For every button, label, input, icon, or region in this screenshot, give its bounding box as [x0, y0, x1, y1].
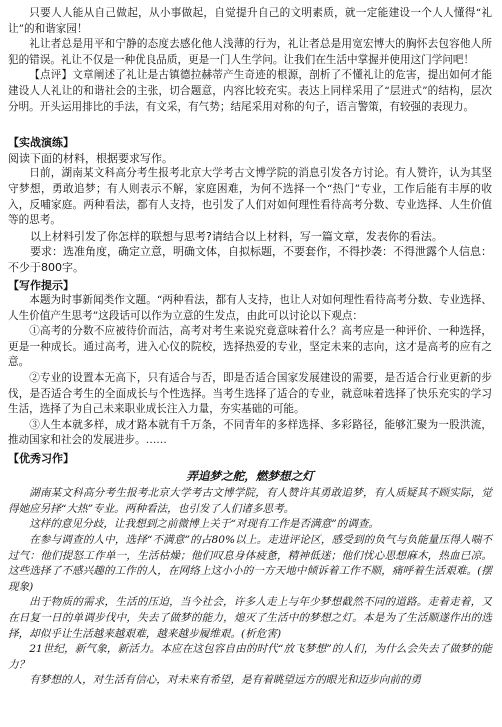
essay-paragraph: 这样的意见分歧，让我想到之前微博上关于“对现有工作是否满意”的调查。	[29, 518, 380, 531]
practice-prompt: 以上材料引发了你怎样的联想与思考?请结合以上材料，写一篇文章，发表你的看法。	[30, 229, 443, 243]
hint-paragraph: 本题为时事新闻类作文题。“两种看法，都有人支持，也让人对如何理性看待高考分数、专业选择、人生价值产生思考”这段话可以作为立意的生发点，由此可以讨论以下观点：	[8, 294, 492, 322]
essay-paragraph: 出于物质的需求，生活的压迫，当今社会，许多人走上与年少梦想截然不同的道路。走着走着，又在日复一日的单调步伐中，失去了做梦的能力，熄灭了生活中的梦想之灯。本是为了生活顺遂作出的选择，却似乎让生活越来越艰难，越来越步履维艰。(析危害)	[8, 596, 492, 640]
sample-header: 【优秀习作】	[8, 452, 74, 466]
essay-paragraph: 湖南某文科高分考生报考北京大学考古文博学院，有人赞许其勇敢追梦，有人质疑其不顾实际，觉得她应另择“大热”专业。两种看法，也引发了人们诸多思考。	[8, 487, 492, 515]
practice-instruction: 阅读下面的材料，根据要求写作。	[8, 151, 173, 165]
intro-paragraph: 只要人人能从自己做起，从小事做起，自觉提升自己的文明素质，就一定能建设一个人人懂得“礼让”的和谐家园！	[8, 7, 492, 35]
intro-section	[8, 6, 492, 115]
practice-header: 【实战演练】	[8, 136, 74, 150]
hints-section	[8, 278, 492, 450]
practice-requirements: 要求：选准角度，确定立意，明确文体，自拟标题，不要套作，不得抄袭：不得泄露个人信息：不少于800字。	[8, 245, 492, 274]
essay-paragraph: 在参与调查的人中，选择“不满意”的占80%以上。走进评论区，感受到的负气与负能量压得人喘不过气：他们提怒工作单一，生活枯燥；他们叹息身体疲惫，精神低迷；他们忧心思想麻木，热血已凉。这些选择了不感兴趣的工作的人，在网络上这小小的一方天地中倾诉着工作不顺，痛呼着生活艰难。(摆现象)	[8, 534, 492, 593]
hint-paragraph: ②专业的设置本无高下，只有适合与否，即是否适合国家发展建设的需要，是否适合行业更新的步伐，是否适合考生的全面成长与个性选择。当考生选择了适合的专业，就意味着选择了快乐充实的学习生活，选择了为自己未来职业成长注入力量，夯实基础的可能。	[8, 372, 492, 416]
hint-paragraph: ①高考的分数不应被待价而沽，高考对考生来说究竟意味着什么？高考应是一种评价、一种选择，更是一种成长。通过高考，进入心仪的院校，选择热爱的专业，坚定未来的志向，这才是高考的应有之意。	[8, 325, 492, 369]
essay-paragraph: 21世纪，新气象，新活力。本应在这包容自由的时代“放飞梦想”的人们，为什么会失去了做梦的能力？	[8, 643, 492, 671]
practice-material: 日前，湖南某文科高分考生报考北京大学考古文博学院的消息引发各方讨论。有人赞许，认为其坚守梦想，勇敢追梦；有人则表示不解，家庭困难，为何不选择一个“热门”专业，工作后能有丰厚的收入，反哺家庭。两种看法，都有人支持，也引发了人们对如何理性看待高考分数、专业选择、人生价值等的思考。	[8, 167, 492, 227]
hint-paragraph: ③人生本就多样，成才路本就有千万条，不同青年的多样选择、多彩路径，能够汇聚为一股洪流，推动国家和社会的发展进步。……	[8, 418, 492, 447]
intro-paragraph: 礼让者总是用平和宁静的态度去感化他人浅薄的行为，礼让者总是用宽宏博大的胸怀去包容他人所犯的错误。礼让不仅是一种优良品质，更是一门人生学问。让我们在生活中掌握并使用这门学问吧！	[8, 38, 492, 66]
sample-section	[8, 451, 492, 689]
essay-title: 弄追梦之舵，燃梦想之灯	[186, 468, 314, 483]
commentary-paragraph: 【点评】文章阐述了礼让是古镇德拉赫蒂产生奇迹的根源，剖析了不懂礼让的危害，提出如何才能建设人人礼让的和谐社会的主张，切合题意，内容比较充实。表达上同样采用了“层进式”的结构，层次分明。开头运用排比的手法，有文采，有气势；结尾采用对称的句子，语言警策，有较强的表现力。	[8, 69, 492, 113]
practice-section	[8, 135, 492, 275]
hints-header: 【写作提示】	[8, 278, 74, 292]
spacer	[8, 115, 492, 133]
essay-paragraph: 有梦想的人，对生活有信心，对未来有希望，是有着眺望远方的眼光和迈步向前的勇	[29, 674, 422, 687]
